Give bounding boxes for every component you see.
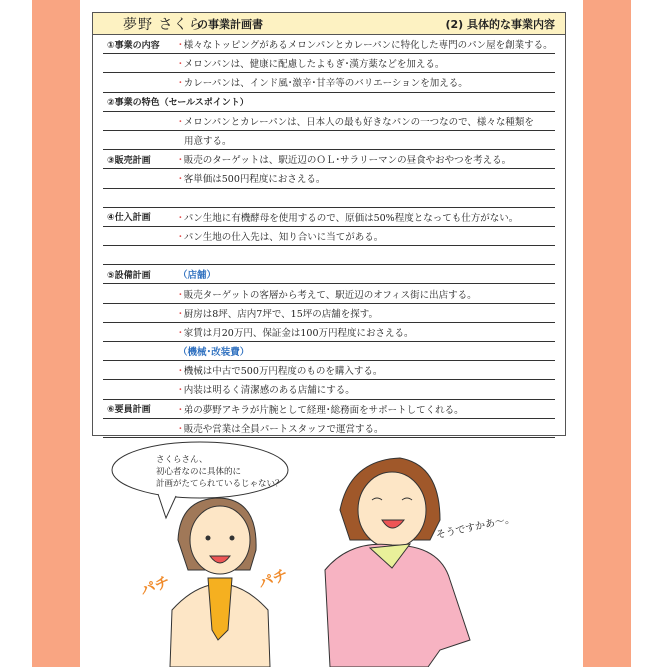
- table-row: [103, 246, 555, 265]
- right-border: [583, 0, 631, 667]
- doc-title: の事業計画書: [197, 18, 263, 31]
- row-text: 様々なトッピングがあるメロンパンとカレーパンに特化した専門のパン屋を創業する。: [183, 40, 553, 52]
- right-body: [325, 544, 470, 667]
- row-content: [178, 363, 555, 377]
- row-content: [178, 325, 555, 339]
- row-text: 機械は中古で500万円程度のものを購入する。: [183, 366, 383, 378]
- row-content: [178, 402, 555, 416]
- table-row: [103, 323, 555, 342]
- bullet-icon: ･: [178, 327, 183, 339]
- row-content: [178, 210, 555, 224]
- row-text: カレーパンは、インド風･激辛･甘辛等のバリエーションを加える。: [183, 78, 468, 90]
- row-text: メロンパンは、健康に配慮したよもぎ･漢方薬などを加える。: [183, 59, 445, 71]
- table-row: [103, 93, 555, 112]
- row-content: [178, 421, 555, 435]
- table-row: [103, 150, 555, 169]
- bubble-tail: [158, 494, 176, 518]
- bubble-line: 計画がたてられているじゃない？: [156, 479, 284, 489]
- owner-name: 夢野 さくら: [123, 17, 204, 33]
- table-row: [103, 189, 555, 208]
- bubble-line: 初心者なのに具体的に: [156, 467, 242, 477]
- business-plan-sheet: [92, 12, 566, 436]
- row-content: [178, 56, 555, 70]
- row-text: 販売のターゲットは、駅近辺のＯＬ･サラリーマンの昼食やおやつを考える。: [183, 155, 512, 167]
- bullet-icon: ･: [178, 174, 183, 186]
- row-content: [178, 287, 555, 301]
- bullet-icon: ･: [178, 366, 183, 378]
- bullet-icon: ･: [178, 59, 183, 71]
- plan-rows: [103, 35, 555, 438]
- table-row: [103, 284, 555, 303]
- row-text: 厨房は8坪、店内7坪で、15坪の店舗を探す。: [183, 308, 378, 320]
- row-content: [178, 306, 555, 320]
- row-content: [178, 133, 555, 147]
- row-text: 販売ターゲットの客層から考えて、駅近辺のオフィス街に出店する。: [183, 289, 477, 301]
- reply-text: そうですかあ〜。: [435, 513, 516, 542]
- row-content: [178, 344, 555, 358]
- table-row: [103, 54, 555, 73]
- bullet-icon: ･: [178, 78, 183, 90]
- bullet-icon: ･: [178, 116, 183, 128]
- speech-bubble-text: [156, 454, 284, 490]
- row-text: 家賃は月20万円、保証金は100万円程度におさえる。: [183, 327, 414, 339]
- table-row: [103, 380, 555, 399]
- row-content: [178, 37, 555, 51]
- row-content: [178, 114, 555, 128]
- row-content: [178, 229, 555, 243]
- row-content: [178, 171, 555, 185]
- row-label: ④仕入計画: [107, 213, 151, 224]
- bullet-icon: ･: [178, 308, 183, 320]
- row-text: 販売や営業は全員パートスタッフで運営する。: [183, 423, 384, 435]
- table-row: [103, 419, 555, 438]
- row-text: 弟の夢野アキラが片腕として経理･総務面をサポートしてくれる。: [183, 404, 464, 416]
- row-text: パン生地に有機酵母を使用するので、原価は50%程度となっても仕方がない。: [183, 212, 519, 224]
- left-face: [190, 506, 250, 574]
- row-text: 用意する。: [184, 136, 232, 148]
- table-row: [103, 342, 555, 361]
- sheet-header: [93, 13, 565, 35]
- table-row: [103, 304, 555, 323]
- row-label: ①事業の内容: [107, 40, 160, 51]
- left-border: [32, 0, 80, 667]
- row-text: 客単価は500円程度におさえる。: [183, 174, 326, 186]
- table-row: [103, 169, 555, 188]
- table-row: [103, 73, 555, 92]
- bullet-icon: ･: [178, 212, 183, 224]
- right-face: [358, 472, 426, 548]
- row-label: ⑤設備計画: [107, 270, 151, 281]
- row-content: [178, 267, 555, 281]
- table-row: [103, 227, 555, 246]
- bullet-icon: ･: [178, 385, 183, 397]
- table-row: [103, 400, 555, 419]
- sfx-right: パチ: [255, 565, 291, 593]
- table-row: [103, 112, 555, 131]
- bullet-icon: ･: [178, 155, 183, 167]
- bullet-icon: ･: [178, 423, 183, 435]
- bullet-icon: ･: [178, 404, 183, 416]
- row-text: 内装は明るく清潔感のある店舗にする。: [183, 385, 355, 397]
- bubble-line: さくらさん、: [156, 455, 208, 465]
- table-row: [103, 131, 555, 150]
- section-label: ②事業の特色（セールスポイント）: [107, 98, 249, 109]
- row-text: パン生地の仕入先は、知り合いに当てがある。: [183, 231, 384, 243]
- sub-heading: （店舗）: [178, 270, 217, 282]
- row-text: メロンパンとカレーパンは、日本人の最も好きなパンの一つなので、様々な種類を: [183, 116, 534, 128]
- bullet-icon: ･: [178, 231, 183, 243]
- section-title: (2) 具体的な事業内容: [445, 18, 555, 31]
- table-row: [103, 35, 555, 54]
- sub-heading: （機械･改装費）: [178, 347, 250, 359]
- table-row: [103, 265, 555, 284]
- sfx-left: パチ: [137, 572, 173, 600]
- row-label: ③販売計画: [107, 155, 151, 166]
- row-content: [178, 75, 555, 89]
- row-content: [178, 382, 555, 396]
- bullet-icon: ･: [178, 289, 183, 301]
- table-row: [103, 208, 555, 227]
- row-label: ⑥要員計画: [107, 405, 151, 416]
- bullet-icon: ･: [178, 40, 183, 52]
- table-row: [103, 361, 555, 380]
- illustration: [110, 440, 550, 667]
- row-content: [178, 152, 555, 166]
